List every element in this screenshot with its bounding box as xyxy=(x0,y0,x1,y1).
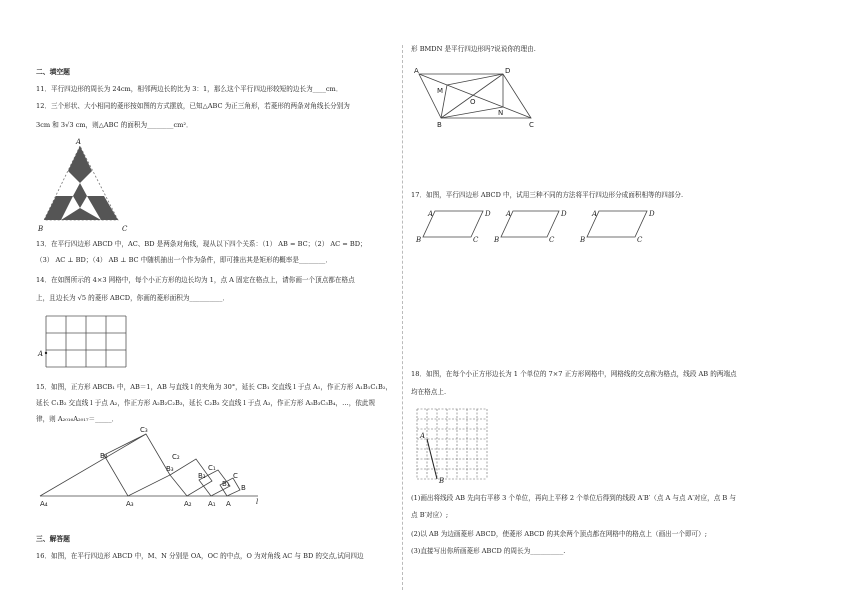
label-d: D xyxy=(505,67,511,75)
label-c2: C₂ xyxy=(172,453,180,461)
label-a: A xyxy=(420,432,426,440)
label-c-2: C xyxy=(549,236,555,244)
label-a-1: A xyxy=(428,210,434,218)
label-a-3: A xyxy=(592,210,598,218)
label-a3: A₃ xyxy=(126,500,134,508)
slant-line xyxy=(40,434,146,496)
label-c-3: C xyxy=(637,236,643,244)
question-18-line2: 均在格点上. xyxy=(411,388,447,396)
label-d-2: D xyxy=(561,210,567,218)
question-15-line1: 15．如图，正方形 ABCB₁ 中，AB＝1，AB 与直线 l 的夹角为 30°，延长 CB₁ 交直线 l 于点 A₁，作正方形 A₁B₁C₁B₂， xyxy=(36,383,393,391)
label-b1: B₁ xyxy=(222,480,230,488)
parallelogram-bmdn-figure xyxy=(411,64,541,130)
question-17: 17．如图，平行四边形 ABCD 中，试用三种不同的方法将平行四边形分成面积相等的四部分. xyxy=(411,191,684,199)
question-18-line1: 18．如图，在每个小正方形边长为 1 个单位的 7×7 正方形网格中，网格线的交点称为格点，线段 AB 的两端点 xyxy=(411,370,737,378)
label-b3: B₃ xyxy=(166,465,174,473)
section-heading-fill-blank: 二、填空题 xyxy=(36,68,70,76)
square-2 xyxy=(170,459,212,496)
label-c1: C₁ xyxy=(208,464,216,472)
label-a: A xyxy=(38,350,44,358)
squares-sequence-figure xyxy=(36,428,266,514)
label-a: A xyxy=(76,138,82,146)
label-c: C xyxy=(529,121,534,129)
three-parallelograms-figure xyxy=(411,205,671,245)
question-18-part1-line2: 点 B′对应）; xyxy=(411,511,449,519)
question-13-line1: 13．在平行四边形 ABCD 中，AC、BD 是两条对角线，现从以下四个关系：（1） AB = BC；（2） AC = BD； xyxy=(36,240,367,248)
question-16-line2: 形 BMDN 是平行四边形吗?说说你的理由. xyxy=(411,45,536,53)
question-15-line2: 延长 C₁B₂ 交直线 l 于点 A₂，作正方形 A₂B₂C₂B₃，延长 C₂B₃ 交直线 l 于点 A₃，作正方形 A₃B₃C₃B₄，…，依此规 xyxy=(36,399,376,407)
question-13-line2: （3） AC ⊥ BD；（4） AB ⊥ BC 中随机抽出一个作为条件，即可推出其是矩形的概率是________． xyxy=(36,256,332,264)
question-16-line1: 16．如图，在平行四边形 ABCD 中，M、N 分别是 OA，OC 的中点，O 为对角线 AC 与 BD 的交点,试问四边 xyxy=(36,552,364,560)
rhombus-center xyxy=(73,183,87,208)
label-b2: B₂ xyxy=(198,472,206,480)
label-b-2: B xyxy=(494,236,500,244)
question-15-line3: 律，则 A₂₀₁₆A₂₀₁₇＝_____． xyxy=(36,415,119,423)
question-12-line2: 3cm 和 3√3 cm，则△ABC 的面积为________cm²． xyxy=(36,121,193,129)
label-a4: A₄ xyxy=(40,500,48,508)
question-18-part2: (2)以 AB 为边画菱形 ABCD，使菱形 ABCD 的其余两个顶点都在网格中的格点上（画出一个即可）; xyxy=(411,530,707,538)
label-b: B xyxy=(439,477,445,485)
question-18-part3: (3)直接写出你所画菱形 ABCD 的周长为__________. xyxy=(411,547,566,555)
label-c3: C₃ xyxy=(140,426,148,434)
label-m: M xyxy=(437,87,444,95)
label-n: N xyxy=(498,109,504,117)
label-b: B xyxy=(437,121,442,129)
label-a1: A₁ xyxy=(208,500,216,508)
label-o: O xyxy=(470,98,476,106)
label-b4: B₄ xyxy=(100,452,108,460)
label-a: A xyxy=(414,67,419,75)
label-b: B xyxy=(38,225,44,233)
label-l: l xyxy=(256,498,259,506)
rhombus-top xyxy=(68,146,92,183)
column-divider xyxy=(402,45,403,590)
question-12-line1: 12．三个形状、大小相同的菱形按如图的方式摆放，已知△ABC 为正三角形，若菱形的两条对角线长分别为 xyxy=(36,102,350,110)
grid-4x3-figure xyxy=(36,313,136,373)
label-d-3: D xyxy=(649,210,655,218)
label-b: B xyxy=(241,484,246,492)
label-b-3: B xyxy=(580,236,586,244)
question-14-line2: 上，且边长为 √5 的菱形 ABCD，你画的菱形面积为__________． xyxy=(36,294,229,302)
question-14-line1: 14．在如图所示的 4×3 网格中，每个小正方形的边长均为 1，点 A 固定在格点上，请你画一个顶点都在格点 xyxy=(36,276,355,284)
label-c-1: C xyxy=(473,236,479,244)
label-d-1: D xyxy=(485,210,491,218)
question-18-part1-line1: (1)画出将线段 AB 先向右平移 3 个单位，再向上平移 2 个单位后得到的线段 A′B′（点 A 与点 A′对应，点 B 与 xyxy=(411,494,736,502)
label-a: A xyxy=(226,500,231,508)
label-a2: A₂ xyxy=(184,500,192,508)
grid-7x7-figure xyxy=(411,403,501,487)
rhombus-triangle-figure xyxy=(36,138,136,234)
rhombus-bottom xyxy=(61,208,101,220)
label-b-1: B xyxy=(416,236,422,244)
square-3 xyxy=(104,434,170,496)
section-heading-answer: 三、解答题 xyxy=(36,535,70,543)
label-c: C xyxy=(122,225,128,233)
label-c: C xyxy=(233,472,238,480)
question-11: 11．平行四边形的周长为 24cm，相邻两边长的比为 3：1，那么这个平行四边形较短的边长为____cm． xyxy=(36,85,343,93)
label-a-2: A xyxy=(506,210,512,218)
